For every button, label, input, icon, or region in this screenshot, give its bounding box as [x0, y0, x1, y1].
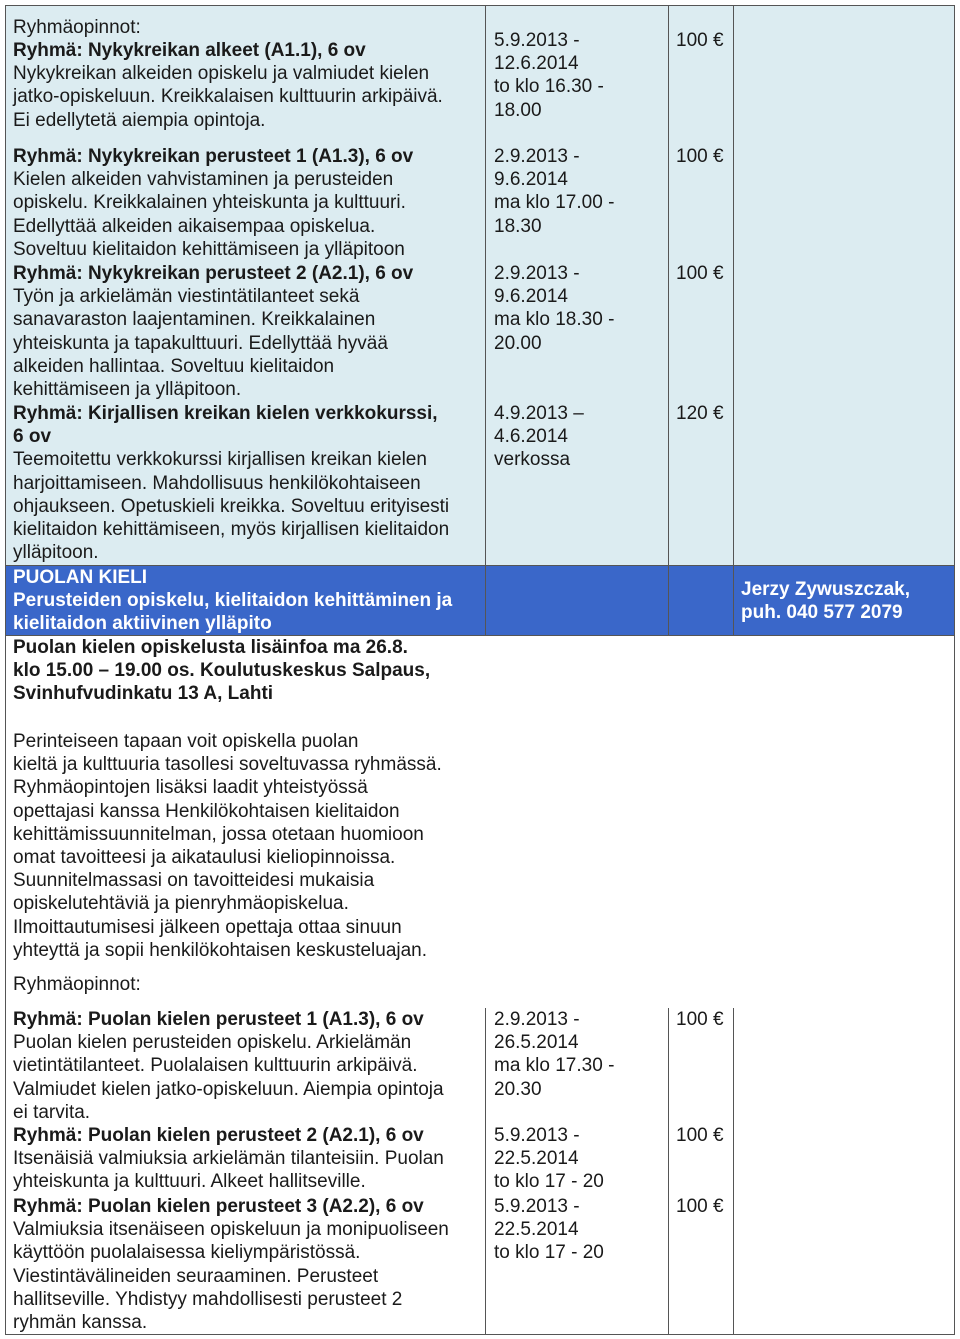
polish-course-2-price: 100 €: [676, 1125, 724, 1146]
polish-course-3: Ryhmä: Puolan kielen perusteet 3 (A2.2), 6 ov Valmiuksia itsenäiseen opiskeluun ja monipuoliseen käyttöön puolalaisessa kieliympäristössä. Viestintävälineiden seuraaminen. Perusteet hallitseville. Yhdistyy mahdollisesti perusteet 2 ryhmän kanssa.: [13, 1196, 449, 1333]
course-title: Ryhmä: Puolan kielen perusteet 2 (A2.1), 6 ov: [13, 1125, 424, 1146]
greek-course-2: Ryhmä: Nykykreikan perusteet 1 (A1.3), 6 ov Kielen alkeiden vahvistaminen ja perusteiden opiskelu. Kreikkalainen yhteiskunta ja kulttuuri. Edellyttää alkeiden aikaisempaa opiskelua. Soveltuu kielitaidon kehittämiseen ja ylläpitoon: [13, 146, 414, 260]
greek-course-3-dates: 2.9.2013 - 9.6.2014 ma klo 18.30 - 20.00: [494, 263, 615, 354]
greek-course-3: Ryhmä: Nykykreikan perusteet 2 (A2.1), 6 ov Työn ja arkielämän viestintätilanteet sekä sanavaraston laajentaminen. Kreikkalainen yhteiskunta ja tapakulttuuri. Edellyttää hyvää alkeiden hallintaa. Soveltuu kielitaidon kehittämiseen ja ylläpitoon.: [13, 263, 414, 400]
course-title: Ryhmä: Nykykreikan alkeet (A1.1), 6 ov: [13, 40, 366, 61]
greek-course-1-dates: 5.9.2013 - 12.6.2014 to klo 16.30 - 18.00: [494, 30, 604, 121]
polish-course-1-dates: 2.9.2013 - 26.5.2014 ma klo 17.30 - 20.30: [494, 1009, 615, 1100]
greek-course-4: Ryhmä: Kirjallisen kreikan kielen verkkokurssi, 6 ov Teemoitettu verkkokurssi kirjallisen kreikan kielen harjoittamiseen. Mahdollisuus henkilökohtaiseen ohjaukseen. Opetuskieli kreikka. Soveltuu erityisesti kielitaidon kehittämiseen, myös kirjallisen kielitaidon ylläpitoon.: [13, 403, 450, 564]
greek-course-1-price: 100 €: [676, 30, 724, 51]
polish-course-2: Ryhmä: Puolan kielen perusteet 2 (A2.1), 6 ov Itsenäisiä valmiuksia arkielämän tilanteisiin. Puolan yhteiskunta ja kulttuuri. Alkeet hallitseville.: [13, 1125, 444, 1193]
polish-info: Puolan kielen opiskelusta lisäinfoa ma 26.8. klo 15.00 – 19.00 os. Koulutuskeskus Salpaus, Svinhufvudinkatu 13 A, Lahti: [13, 637, 431, 705]
section-label: Ryhmäopinnot:: [13, 17, 141, 38]
polish-course-3-dates: 5.9.2013 - 22.5.2014 to klo 17 - 20: [494, 1196, 604, 1264]
greek-header: [13, 16, 141, 39]
course-title: Ryhmä: Nykykreikan perusteet 2 (A2.1), 6 ov: [13, 263, 414, 284]
polish-course-2-dates: 5.9.2013 - 22.5.2014 to klo 17 - 20: [494, 1125, 604, 1193]
course-title: Ryhmä: Kirjallisen kreikan kielen verkkokurssi,: [13, 403, 438, 424]
greek-course-4-dates: 4.9.2013 – 4.6.2014 verkossa: [494, 403, 584, 471]
polish-course-3-price: 100 €: [676, 1196, 724, 1217]
greek-course-2-price: 100 €: [676, 146, 724, 167]
section-title: PUOLAN KIELI: [13, 567, 148, 588]
course-title: Ryhmä: Puolan kielen perusteet 3 (A2.2), 6 ov: [13, 1196, 424, 1217]
greek-course-4-price: 120 €: [676, 403, 724, 424]
course-title: Ryhmä: Puolan kielen perusteet 1 (A1.3), 6 ov: [13, 1009, 424, 1030]
greek-course-2-dates: 2.9.2013 - 9.6.2014 ma klo 17.00 - 18.30: [494, 146, 615, 237]
polish-intro: Perinteiseen tapaan voit opiskella puolan kieltä ja kulttuuria tasollesi soveltuvassa ryhmässä. Ryhmäopintojen lisäksi laadit yhteistyössä opettajasi kanssa Henkilökohtaisen kielitaidon kehittämissuunnitelman, jossa otetaan huomioon omat tavoitteesi ja aikataulusi kieliopinnoissa. Suunnitelmassasi on tavoitteidesi mukaisia opiskelutehtäviä ja pienryhmäopiskelua. Ilmoittautumisesi jälkeen opettaja ottaa sinuun yhteyttä ja sopii henkilökohtaisen keskusteluajan.: [13, 731, 442, 961]
course-title: Ryhmä: Nykykreikan perusteet 1 (A1.3), 6 ov: [13, 146, 414, 167]
polish-heading: PUOLAN KIELI Perusteiden opiskelu, kielitaidon kehittäminen ja kielitaidon aktiivinen ylläpito: [13, 567, 453, 635]
polish-contact: Jerzy Zywuszczak, puh. 040 577 2079: [741, 579, 910, 624]
polish-header: Ryhmäopinnot:: [13, 974, 141, 995]
greek-course-1: Ryhmä: Nykykreikan alkeet (A1.1), 6 ov Nykykreikan alkeiden opiskelu ja valmiudet kielen jatko-opiskeluun. Kreikkalaisen kulttuurin arkipäivä. Ei edellytetä aiempia opintoja.: [13, 40, 443, 131]
polish-course-1: Ryhmä: Puolan kielen perusteet 1 (A1.3), 6 ov Puolan kielen perusteiden opiskelu. Arkielämän vietintätilanteet. Puolalaisen kulttuurin arkipäivä. Valmiudet kielen jatko-opiskeluun. Aiempia opintoja ei tarvita.: [13, 1009, 444, 1123]
greek-course-3-price: 100 €: [676, 263, 724, 284]
polish-course-1-price: 100 €: [676, 1009, 724, 1030]
